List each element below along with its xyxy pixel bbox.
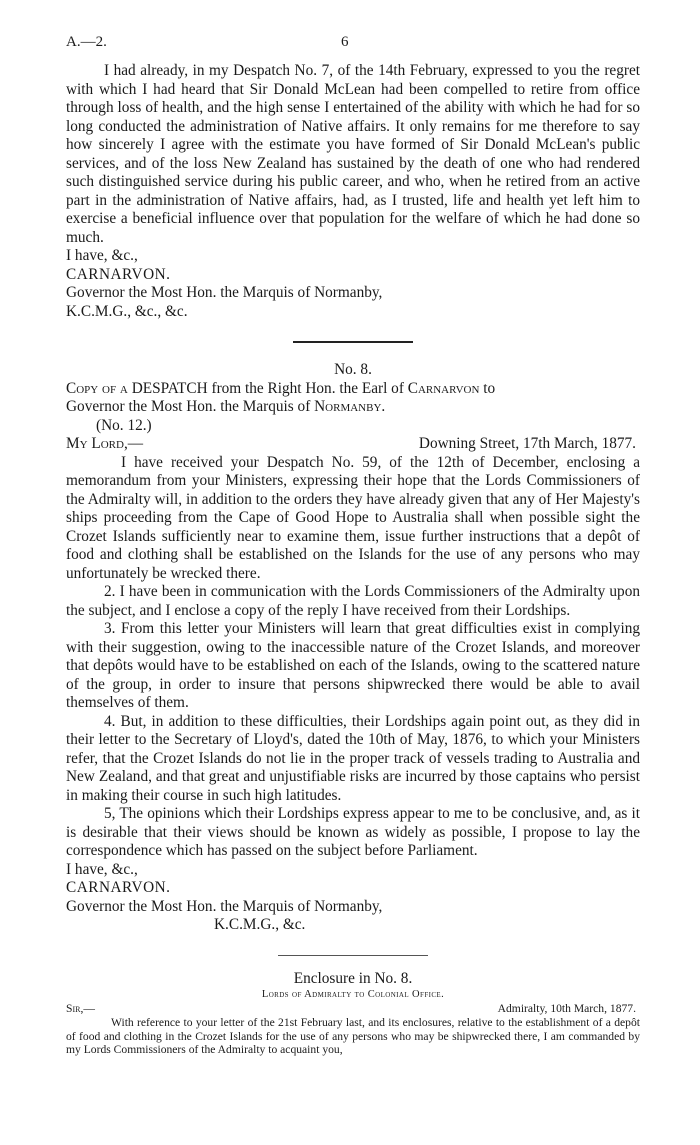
closing-have: I have, &c., <box>66 247 138 264</box>
document-code: A.—2. <box>66 34 107 50</box>
enclosure-divider <box>278 955 428 956</box>
addressee-line-1: Governor the Most Hon. the Marquis of Normanby, <box>66 284 383 301</box>
enclosure-date: Admiralty, 10th March, 1877. <box>497 1002 636 1015</box>
despatch-heading-line-2: Governor the Most Hon. the Marquis of Normanby. <box>66 398 386 415</box>
despatch-paragraph-5: 5, The opinions which their Lordships express appear to me to be conclusive, and, as it is desirable that their views should be known as widely as possible, I propose to lay the correspondence which has passed on the subject before Parliament. <box>66 805 640 859</box>
section-divider <box>293 341 413 343</box>
closing-have-2: I have, &c., <box>66 860 138 878</box>
page-number: 6 <box>341 34 349 50</box>
despatch-heading-line-1: Copy of a DESPATCH from the Right Hon. the Earl of Carnarvon to <box>66 379 496 397</box>
despatch-paragraph-4: 4. But, in addition to these difficulties, their Lordships again point out, as they did in their letter to the Secretary of Lloyd's, dated the 10th of May, 1876, to which your Ministers refer, that the Crozet Islands do not lie in the proper track of vessels trading to Australia and New Zealand, and that great and unjustifiable risks are incurred by those captains who persist in making their course in such high latitudes. <box>66 712 640 804</box>
despatch-reference: (No. 12.) <box>96 416 152 434</box>
enclosure-salutation-date <box>66 1002 640 1016</box>
enclosure-title: Enclosure in No. 8. <box>293 969 413 987</box>
signature-carnarvon-2: CARNARVON. <box>66 879 171 896</box>
enclosure-paragraph-1: With reference to your letter of the 21st February last, and its enclosures, relative to the establishment of a depôt of food and clothing in the Crozet Islands for the use of any persons who may be shipwrecked there, I am commanded by my Lords Commissioners of the Admiralty to acquaint you, <box>66 1015 640 1057</box>
despatch-number-title: No. 8. <box>334 361 372 378</box>
despatch-paragraph-1: I have received your Despatch No. 59, of the 12th of December, enclosing a memorandum from your Ministers, expressing their hope that the Lords Commissioners of the Admiralty will, in addition to the orders they have already given that any of Her Majesty's ships proceeding from the Cape of Good Hope to Australia shall when possible sight the Crozet Islands sufficiently near to examine them, issue further instructions that a depôt of food and clothing shall be established on the Islands for the use of any persons who may unfortunately be wrecked there. <box>66 453 640 582</box>
enclosure-body <box>66 1002 640 1057</box>
salutation-date-line <box>66 435 640 454</box>
document-body <box>66 62 640 1057</box>
signature-carnarvon: CARNARVON. <box>66 265 171 283</box>
paragraph-mclean: I had already, in my Despatch No. 7, of the 14th February, expressed to you the regret with which I had heard that Sir Donald McLean had been compelled to retire from office through loss of health, and the high sense I entertained of the ability with which he had for so long conducted the administration of Native affairs. It only remains for me therefore to say how sincerely I agree with the estimate you have formed of Sir Donald McLean's public services, and of the loss New Zealand has sustained by the death of one who had rendered such distinguished service during his public career, and who, when he retired from an active part in the administration of Native affairs, had, as I trusted, life and health yet left him to exercise a beneficial influence over that population for the welfare of which he had done so much. <box>66 62 640 246</box>
despatch-paragraph-2: 2. I have been in communication with the Lords Commissioners of the Admiralty upon the subject, and I enclose a copy of the reply I have received from their Lordships. <box>66 583 640 619</box>
addressee-2-line-1: Governor the Most Hon. the Marquis of Normanby, <box>66 897 383 915</box>
enclosure-from-to: Lords of Admiralty to Colonial Office. <box>261 989 445 1000</box>
despatch-paragraph-3: 3. From this letter your Ministers will learn that great difficulties exist in complying with their suggestion, owing to the inaccessible nature of the Crozet Islands, and moreover that depôts would have to be established on each of the Islands, owing to the scattered nature of the group, in order to insure that persons shipwrecked there would be able to avail themselves of them. <box>66 620 640 711</box>
salutation: My Lord,— <box>66 435 144 452</box>
despatch-date: Downing Street, 17th March, 1877. <box>418 435 636 452</box>
enclosure-salutation: Sir,— <box>66 1002 95 1015</box>
addressee-line-2: K.C.M.G., &c., &c. <box>66 302 188 320</box>
addressee-2-line-2: K.C.M.G., &c. <box>214 916 306 933</box>
